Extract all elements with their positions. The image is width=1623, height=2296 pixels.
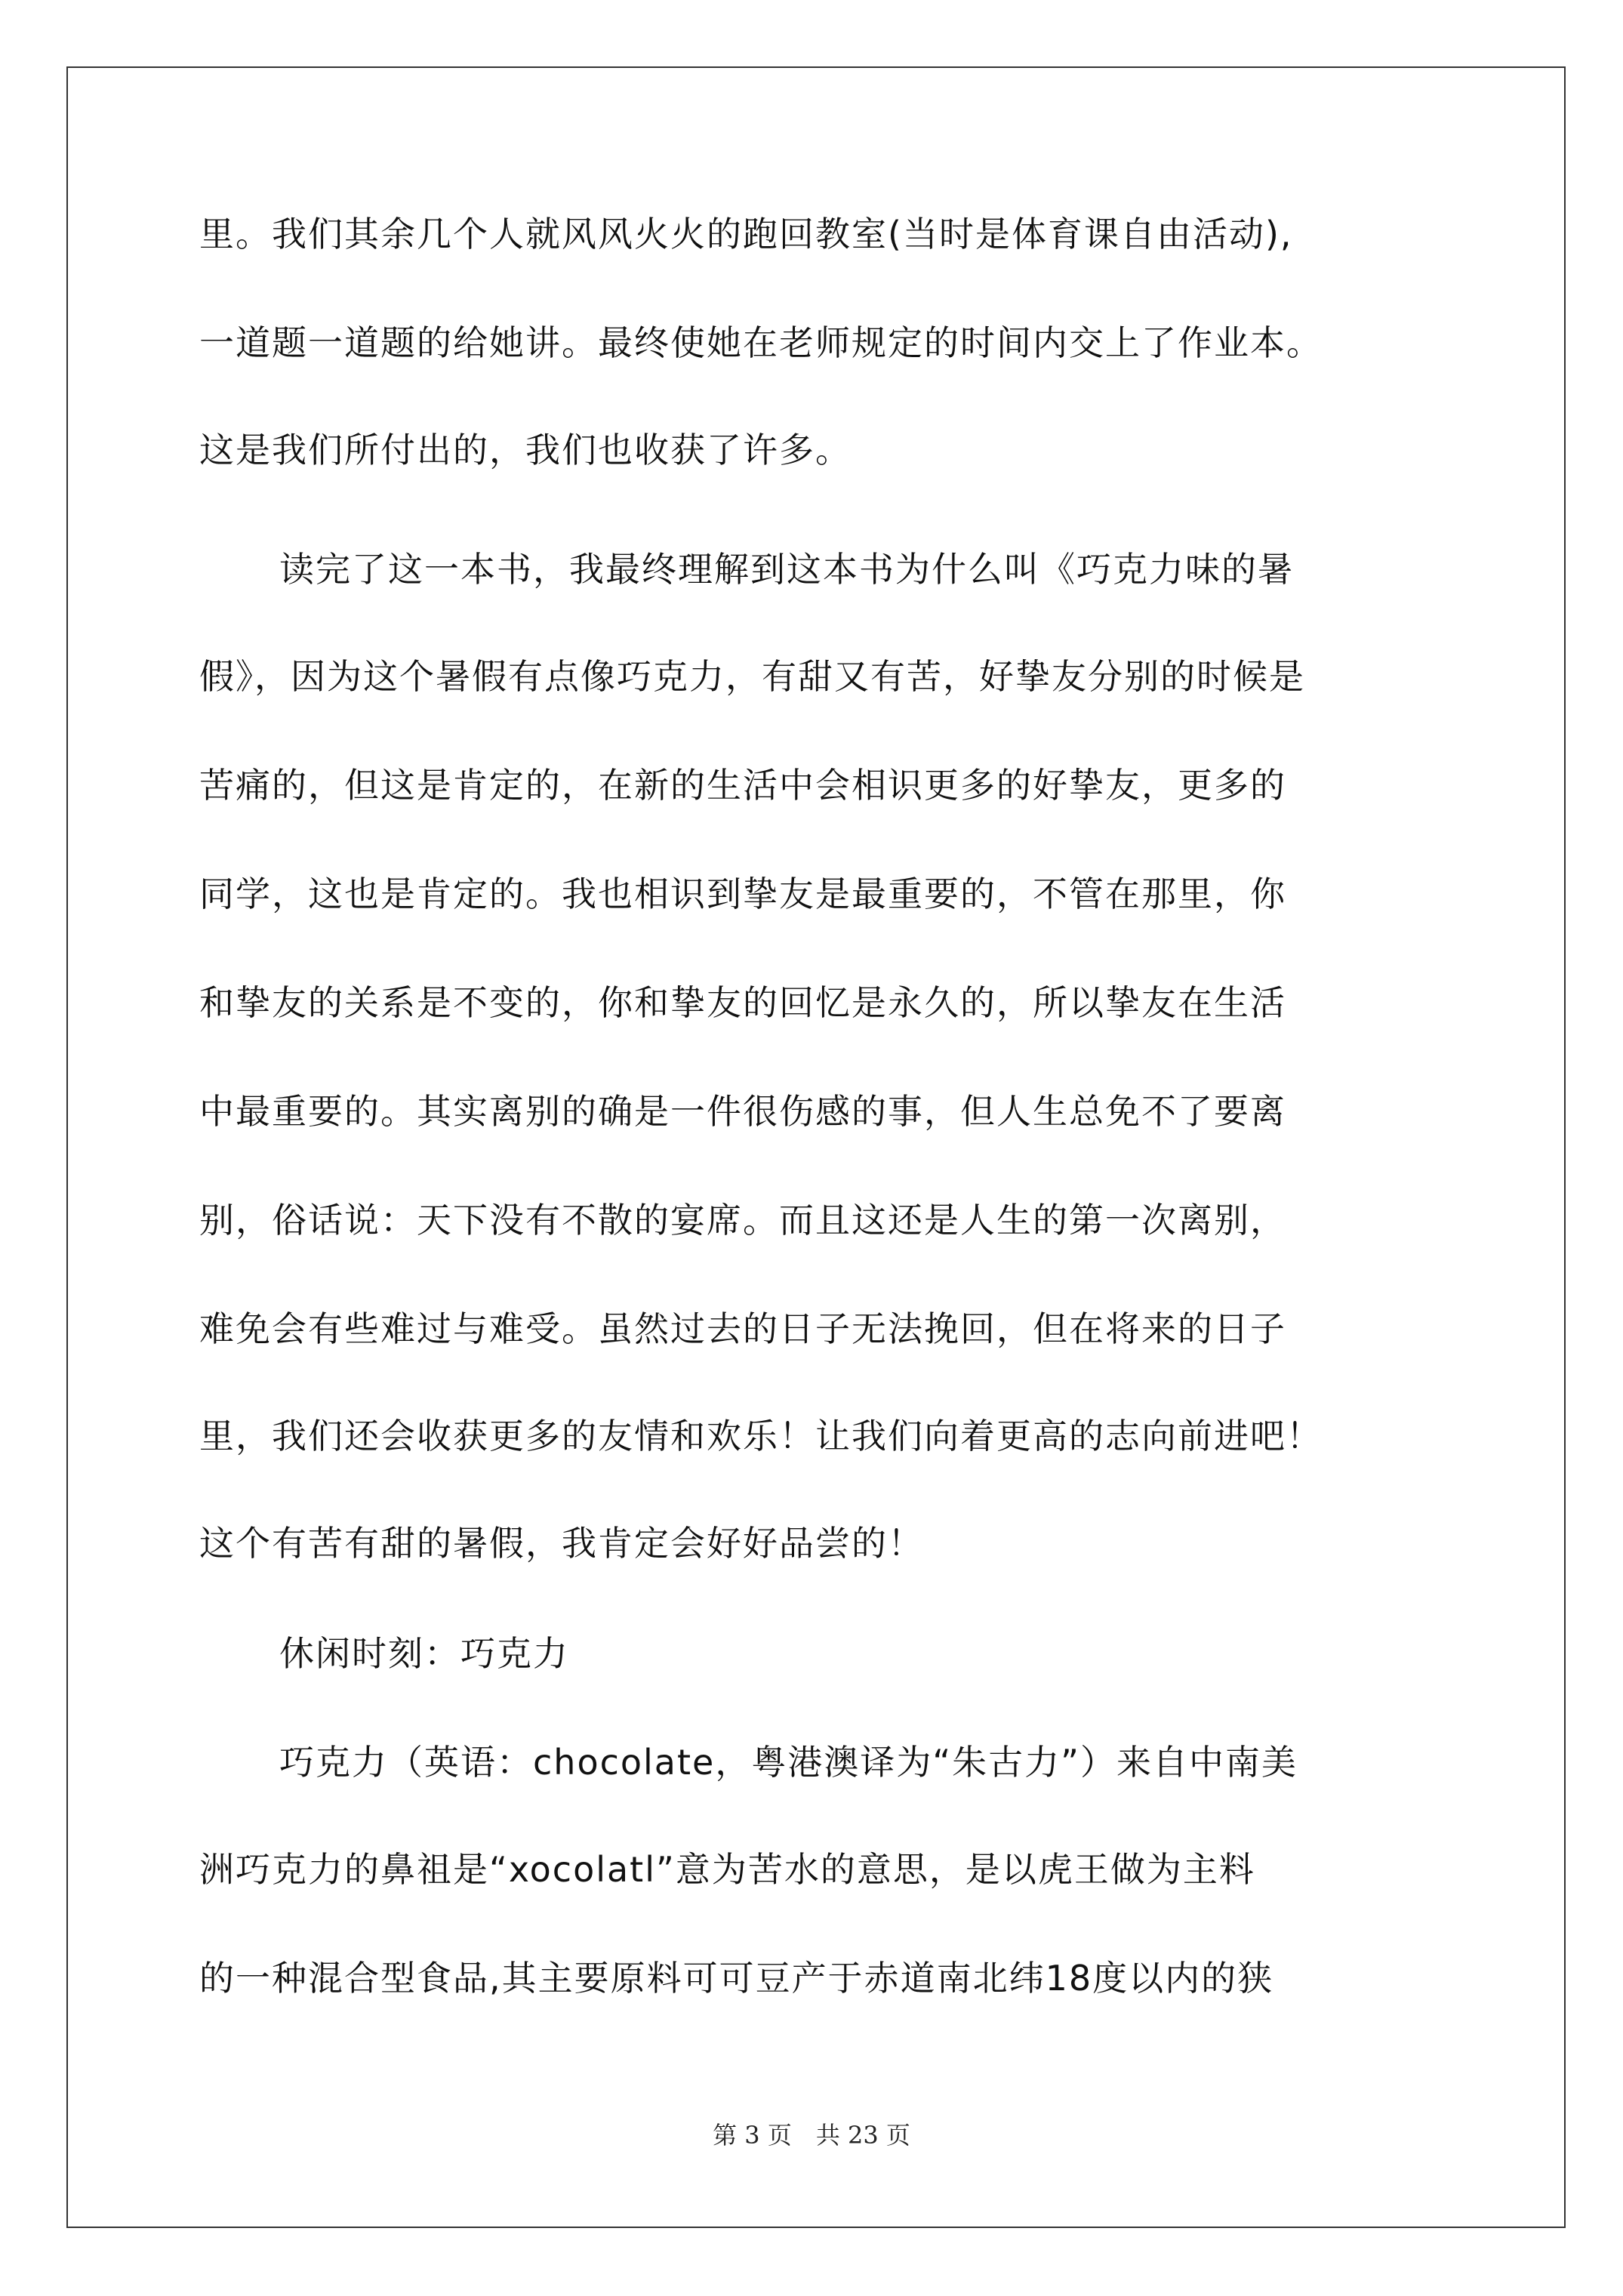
body-text-line: 洲巧克力的鼻祖是“xocolatl”意为苦水的意思，是以虎王做为主料	[199, 1849, 1255, 1890]
body-text-line: 的一种混合型食品,其主要原料可可豆产于赤道南北纬18度以内的狭	[199, 1958, 1274, 1999]
body-text-line: 里。我们其余几个人就风风火火的跑回教室(当时是体育课自由活动),	[199, 214, 1293, 254]
body-text-line: 别，俗话说：天下没有不散的宴席。而且这还是人生的第一次离别，	[199, 1200, 1286, 1240]
body-text-line: 读完了这一本书，我最终理解到这本书为什么叫《巧克力味的暑	[279, 549, 1294, 590]
body-text-line: 一道题一道题的给她讲。最终使她在老师规定的时间内交上了作业本。	[199, 322, 1323, 363]
body-text-line: 和挚友的关系是不变的，你和挚友的回忆是永久的，所以挚友在生活	[199, 982, 1286, 1023]
page-number-footer: 第 3 页 共 23 页	[713, 2121, 910, 2150]
body-text-line: 苦痛的，但这是肯定的，在新的生活中会相识更多的好挚友，更多的	[199, 765, 1286, 806]
body-text-line: 这是我们所付出的，我们也收获了许多。	[199, 430, 852, 470]
body-text-line: 假》，因为这个暑假有点像巧克力，有甜又有苦，好挚友分别的时候是	[199, 656, 1305, 697]
page-border	[66, 66, 1566, 2228]
section-heading: 休闲时刻：巧克力	[279, 1633, 569, 1674]
body-text-line: 同学，这也是肯定的。我也相识到挚友是最重要的，不管在那里，你	[199, 874, 1286, 914]
body-text-line: 中最重要的。其实离别的确是一件很伤感的事，但人生总免不了要离	[199, 1091, 1286, 1132]
body-text-line: 里，我们还会收获更多的友情和欢乐！让我们向着更高的志向前进吧！	[199, 1416, 1323, 1456]
body-text-line: 巧克力（英语：chocolate，粤港澳译为“朱古力”）来自中南美	[279, 1742, 1298, 1783]
body-text-line: 这个有苦有甜的暑假，我肯定会好好品尝的！	[199, 1523, 924, 1564]
body-text-line: 难免会有些难过与难受。虽然过去的日子无法挽回，但在将来的日子	[199, 1308, 1286, 1349]
